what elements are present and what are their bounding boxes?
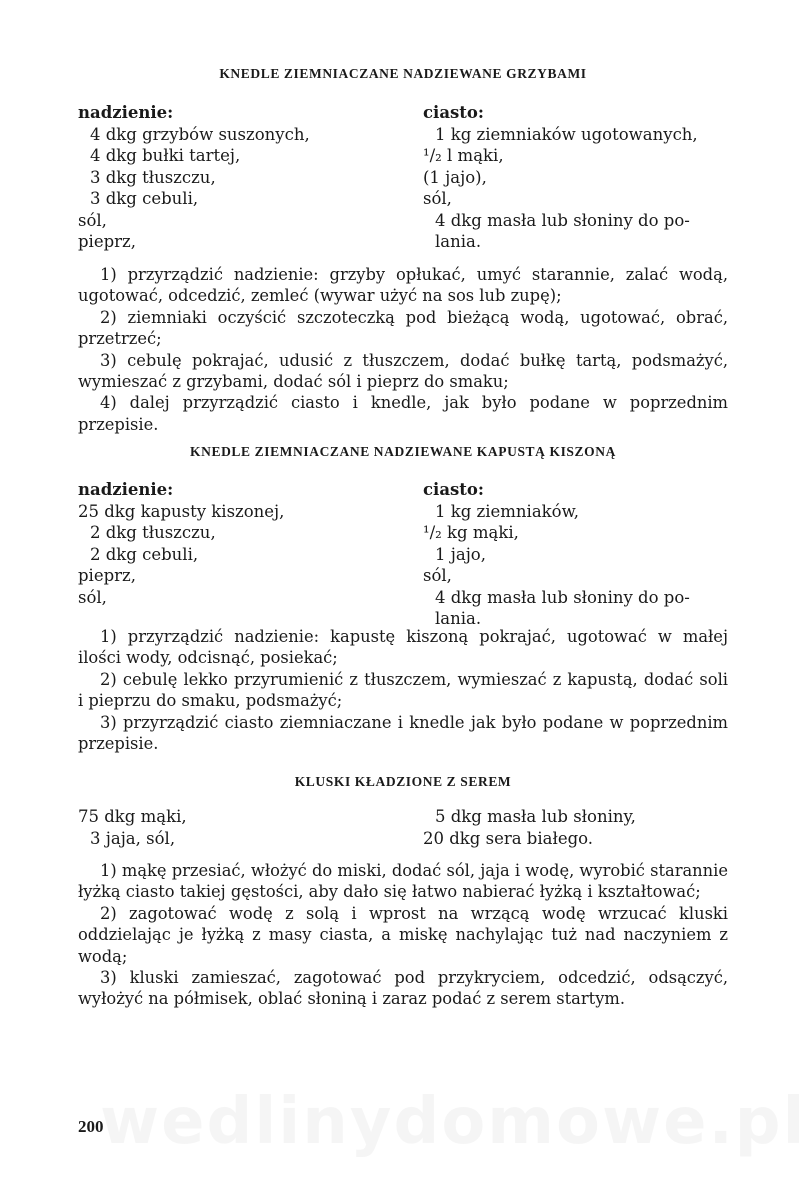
filling-ingredients [78, 102, 408, 253]
ingredient-line: sól, [423, 189, 452, 208]
step-paragraph: 1) mąkę przesiać, włożyć do miski, dodać sól, jaja i wodę, wyrobić starannie łyżką ciasto takiej gęstości, aby dało się łatwo nabierać łyżką i kształtować; [78, 861, 728, 902]
ingredients-knedle-grzyby [78, 102, 728, 252]
ingredient-line: 20 dkg sera białego. [423, 828, 594, 848]
ingredient-line: 3 dkg tłuszczu, [90, 167, 216, 187]
ingredient-line: ¹/₂ kg mąki, [423, 523, 519, 542]
dough-ingredients [423, 479, 728, 630]
book-page [78, 0, 728, 1200]
step-paragraph: 3) przyrządzić ciasto ziemniaczane i knedle jak było podane w poprzednim przepisie. [78, 712, 728, 754]
ingredient-line: sól, [78, 587, 107, 607]
step-paragraph: 1) przyrządzić nadzienie: grzyby opłukać, umyć starannie, zalać wodą, ugotować, odcedzić, zemleć (wywar użyć na sos lub zupę); [78, 265, 728, 306]
ingredient-line: 1 kg ziemniaków ugotowanych, [435, 124, 698, 144]
step-paragraph: 2) zagotować wodę z solą i wprost na wrzącą wodę wrzucać kluski oddzielając je łyżką z masy ciasta, a miskę nachylając tuż nad naczyniem z wodą; [78, 903, 728, 966]
filling-heading: nadzienie: [78, 103, 174, 122]
steps-knedle-kapusta [78, 626, 728, 754]
ingredient-line: lania. [435, 232, 482, 251]
ingredient-line: 2 dkg tłuszczu, [90, 523, 216, 542]
step-paragraph: 2) ziemniaki oczyścić szczoteczką pod bieżącą wodą, ugotować, obrać, przetrzeć; [78, 307, 728, 349]
step-paragraph: 4) dalej przyrządzić ciasto i knedle, jak było podane w poprzednim przepisie. [78, 393, 728, 434]
ingredient-line: 1 kg ziemniaków, [435, 501, 580, 521]
dough-heading: ciasto: [423, 103, 485, 122]
recipe-title-kluski: KLUSKI KŁADZIONE Z SEREM [294, 774, 512, 789]
steps-kluski [78, 860, 728, 1010]
ingredients-knedle-kapusta [78, 479, 728, 628]
ingredient-line: pieprz, [78, 232, 136, 251]
ingredients-kluski [78, 806, 728, 852]
ingredient-line: 4 dkg masła lub słoniny do po- [435, 587, 690, 607]
filling-ingredients [78, 479, 408, 608]
ingredient-line: 75 dkg mąki, [78, 807, 187, 826]
step-paragraph: 3) cebulę pokrajać, udusić z tłuszczem, dodać bułkę tartą, podsmażyć, wymieszać z grzybami, dodać sól i pieprz do smaku; [78, 350, 728, 392]
ingredient-line: 4 dkg bułki tartej, [90, 146, 241, 165]
page-number: 200 [78, 1117, 104, 1136]
ingredient-line: sól, [423, 566, 452, 585]
recipe-title-knedle-grzyby: KNEDLE ZIEMNIACZANE NADZIEWANE GRZYBAMI [219, 66, 587, 81]
ingredient-line: 2 dkg cebuli, [90, 544, 199, 564]
ingredients-right [423, 806, 728, 849]
steps-knedle-grzyby [78, 264, 728, 435]
ingredient-line: pieprz, [78, 566, 136, 585]
ingredient-line: 25 dkg kapusty kiszonej, [78, 501, 285, 521]
recipe-title-knedle-kapusta: KNEDLE ZIEMNIACZANE NADZIEWANE KAPUSTĄ KISZONĄ [190, 444, 616, 459]
step-paragraph: 1) przyrządzić nadzienie: kapustę kiszoną pokrajać, ugotować w małej ilości wody, odcisnąć, posiekać; [78, 627, 728, 668]
ingredient-line: 3 jaja, sól, [90, 828, 176, 848]
filling-heading: nadzienie: [78, 480, 174, 499]
ingredient-line: (1 jajo), [423, 167, 487, 187]
dough-heading: ciasto: [423, 480, 485, 499]
ingredient-line: sól, [78, 210, 107, 230]
ingredient-line: 4 dkg grzybów suszonych, [90, 124, 310, 144]
step-paragraph: 2) cebulę lekko przyrumienić z tłuszczem, wymieszać z kapustą, dodać soli i pieprzu do smaku, podsmażyć; [78, 669, 728, 711]
step-paragraph: 3) kluski zamieszać, zagotować pod przykryciem, odcedzić, odsączyć, wyłożyć na półmisek, oblać słoniną i zaraz podać z serem startym. [78, 968, 728, 1009]
ingredient-line: ¹/₂ l mąki, [423, 146, 504, 165]
ingredient-line: 5 dkg masła lub słoniny, [435, 807, 636, 826]
ingredient-line: 3 dkg cebuli, [90, 189, 199, 208]
ingredient-line: 4 dkg masła lub słoniny do po- [435, 210, 690, 230]
ingredient-line: 1 jajo, [435, 544, 486, 564]
dough-ingredients [423, 102, 728, 253]
ingredient-line: lania. [435, 609, 482, 628]
ingredients-left [78, 806, 408, 849]
